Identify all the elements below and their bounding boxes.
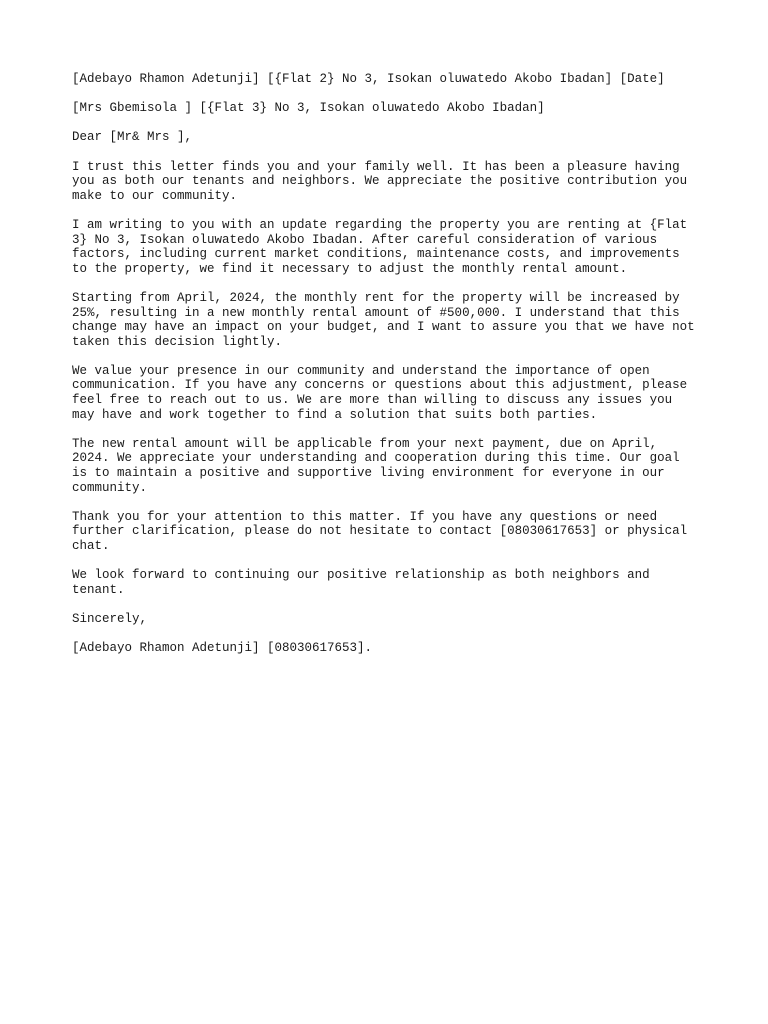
closing: Sincerely, [72,611,148,626]
recipient-header: [Mrs Gbemisola ] [{Flat 3} No 3, Isokan oluwatedo Akobo Ibadan] [72,101,545,116]
letter-page [72,72,702,670]
body-paragraph-communication: We value your presence in our community and understand the importance of open communication. If you have any concerns or questions about this adjustment, please feel free to reach out to us. We are more than willing to discuss any issues you may have and work together to find a solution that suits both parties. [72,363,688,422]
body-paragraph-rent-increase: Starting from April, 2024, the monthly rent for the property will be increased by 25%, resulting in a new monthly rental amount of #500,000. I understand that this change may have an impact on your budget, and I want to assure you that we have not taken this decision lightly. [72,290,695,349]
body-paragraph-payment: The new rental amount will be applicable from your next payment, due on April, 2024. We appreciate your understanding and cooperation during this time. Our goal is to maintain a positive and supportive living environment for everyone in our community. [72,436,680,495]
body-paragraph-closing-remark: We look forward to continuing our positive relationship as both neighbors and tenant. [72,568,650,597]
body-paragraph-thanks: Thank you for your attention to this matter. If you have any questions or need further clarification, please do not hesitate to contact [08030617653] or physical chat. [72,509,688,553]
body-paragraph-update: I am writing to you with an update regarding the property you are renting at {Flat 3} No 3, Isokan oluwatedo Akobo Ibadan. After careful consideration of various factors, including current market conditions, maintenance costs, and improvements to the property, we find it necessary to adjust the monthly rental amount. [72,217,688,276]
body-paragraph-greeting: I trust this letter finds you and your family well. It has been a pleasure having you as both our tenants and neighbors. We appreciate the positive contribution you make to our community. [72,159,688,203]
signature: [Adebayo Rhamon Adetunji] [08030617653]. [72,641,373,656]
sender-header: [Adebayo Rhamon Adetunji] [{Flat 2} No 3, Isokan oluwatedo Akobo Ibadan] [Date] [72,72,665,86]
salutation: Dear [Mr& Mrs ], [72,130,193,145]
